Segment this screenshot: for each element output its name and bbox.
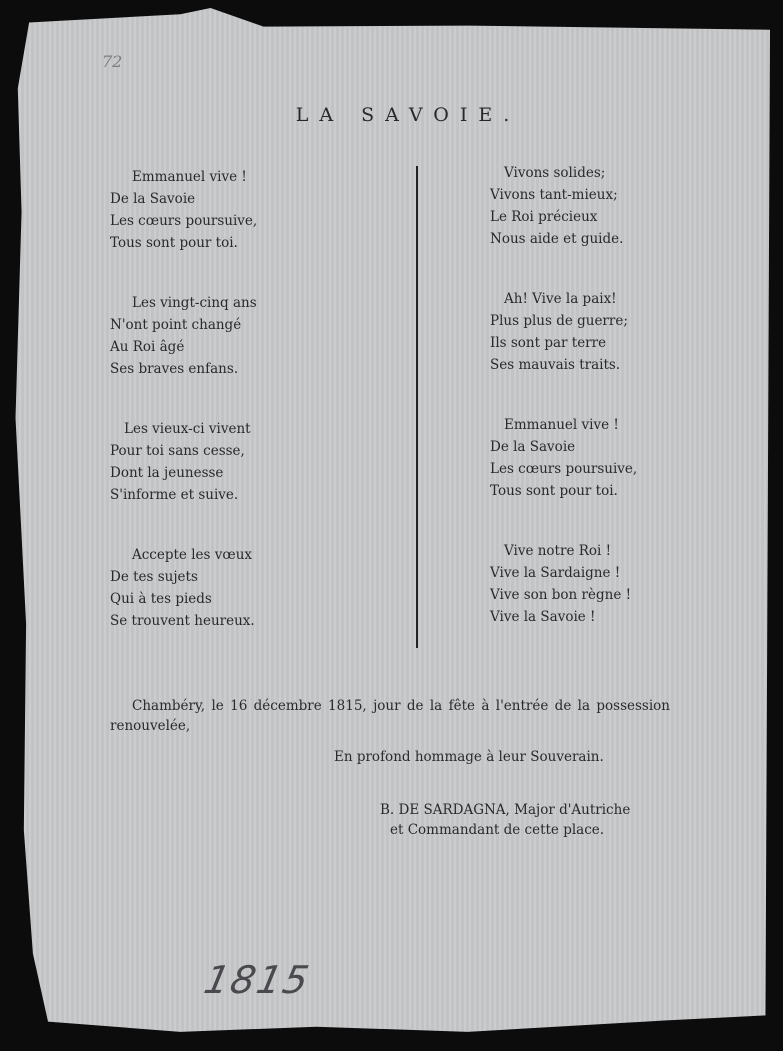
column-divider bbox=[416, 166, 418, 648]
verse-line: Nous aide et guide. bbox=[490, 231, 624, 247]
verse-line: S'informe et suive. bbox=[110, 487, 239, 503]
verse-line: Ils sont par terre bbox=[490, 335, 607, 351]
signature-title: et Commandant de cette place. bbox=[390, 822, 605, 838]
verse-line: Ses mauvais traits. bbox=[490, 357, 621, 373]
left-stanza-4 bbox=[110, 544, 380, 670]
verse-line: Dont la jeunesse bbox=[110, 465, 224, 481]
right-stanza-4 bbox=[490, 540, 730, 666]
verse-line: Vivons solides; bbox=[504, 165, 606, 181]
right-stanza-3 bbox=[490, 414, 730, 540]
verse-line: Les cœurs poursuive, bbox=[110, 213, 258, 229]
verse-line: Les vieux-ci vivent bbox=[124, 421, 251, 437]
verse-line: Vive son bon règne ! bbox=[490, 587, 632, 603]
verse-line: Le Roi précieux bbox=[490, 209, 598, 225]
verse-line: Emmanuel vive ! bbox=[132, 169, 247, 185]
verse-line: Qui à tes pieds bbox=[110, 591, 212, 607]
right-stanza-1 bbox=[490, 162, 730, 288]
left-stanza-3 bbox=[110, 418, 380, 544]
verse-line: Accepte les vœux bbox=[132, 547, 253, 563]
verse-line: Ses braves enfans. bbox=[110, 361, 239, 377]
left-column bbox=[110, 166, 380, 670]
verse-line: Plus plus de guerre; bbox=[490, 313, 628, 329]
verse-line: Vive la Sardaigne ! bbox=[490, 565, 621, 581]
verse-line: Ah! Vive la paix! bbox=[504, 291, 617, 307]
right-stanza-2 bbox=[490, 288, 730, 414]
signature-name: B. DE SARDAGNA, Major d'Autriche bbox=[380, 802, 631, 818]
signature-block bbox=[380, 800, 630, 840]
verse-line: Vive notre Roi ! bbox=[504, 543, 612, 559]
corner-pencil-mark: 72 bbox=[102, 52, 123, 71]
handwritten-year: 1815 bbox=[200, 958, 315, 1002]
left-stanza-1 bbox=[110, 166, 380, 292]
verse-line: Se trouvent heureux. bbox=[110, 613, 255, 629]
verse-line: N'ont point changé bbox=[110, 317, 242, 333]
homage-line: En profond hommage à leur Souverain. bbox=[334, 749, 604, 765]
verse-line: Tous sont pour toi. bbox=[110, 235, 238, 251]
verse-line: Au Roi âgé bbox=[110, 339, 185, 355]
page-title: LA SAVOIE. bbox=[295, 104, 521, 126]
verse-line: Les vingt-cinq ans bbox=[132, 295, 257, 311]
verse-line: Tous sont pour toi. bbox=[490, 483, 618, 499]
left-stanza-2 bbox=[110, 292, 380, 418]
verse-line: Vivons tant-mieux; bbox=[490, 187, 618, 203]
dateline: Chambéry, le 16 décembre 1815, jour de la fête à l'entrée de la possession renouvelée, bbox=[110, 698, 670, 734]
verse-line: Vive la Savoie ! bbox=[490, 609, 596, 625]
right-column bbox=[490, 162, 730, 666]
verse-line: Emmanuel vive ! bbox=[504, 417, 619, 433]
verse-line: Pour toi sans cesse, bbox=[110, 443, 245, 459]
verse-line: De tes sujets bbox=[110, 569, 198, 585]
verse-line: De la Savoie bbox=[110, 191, 196, 207]
verse-line: Les cœurs poursuive, bbox=[490, 461, 638, 477]
verse-line: De la Savoie bbox=[490, 439, 576, 455]
